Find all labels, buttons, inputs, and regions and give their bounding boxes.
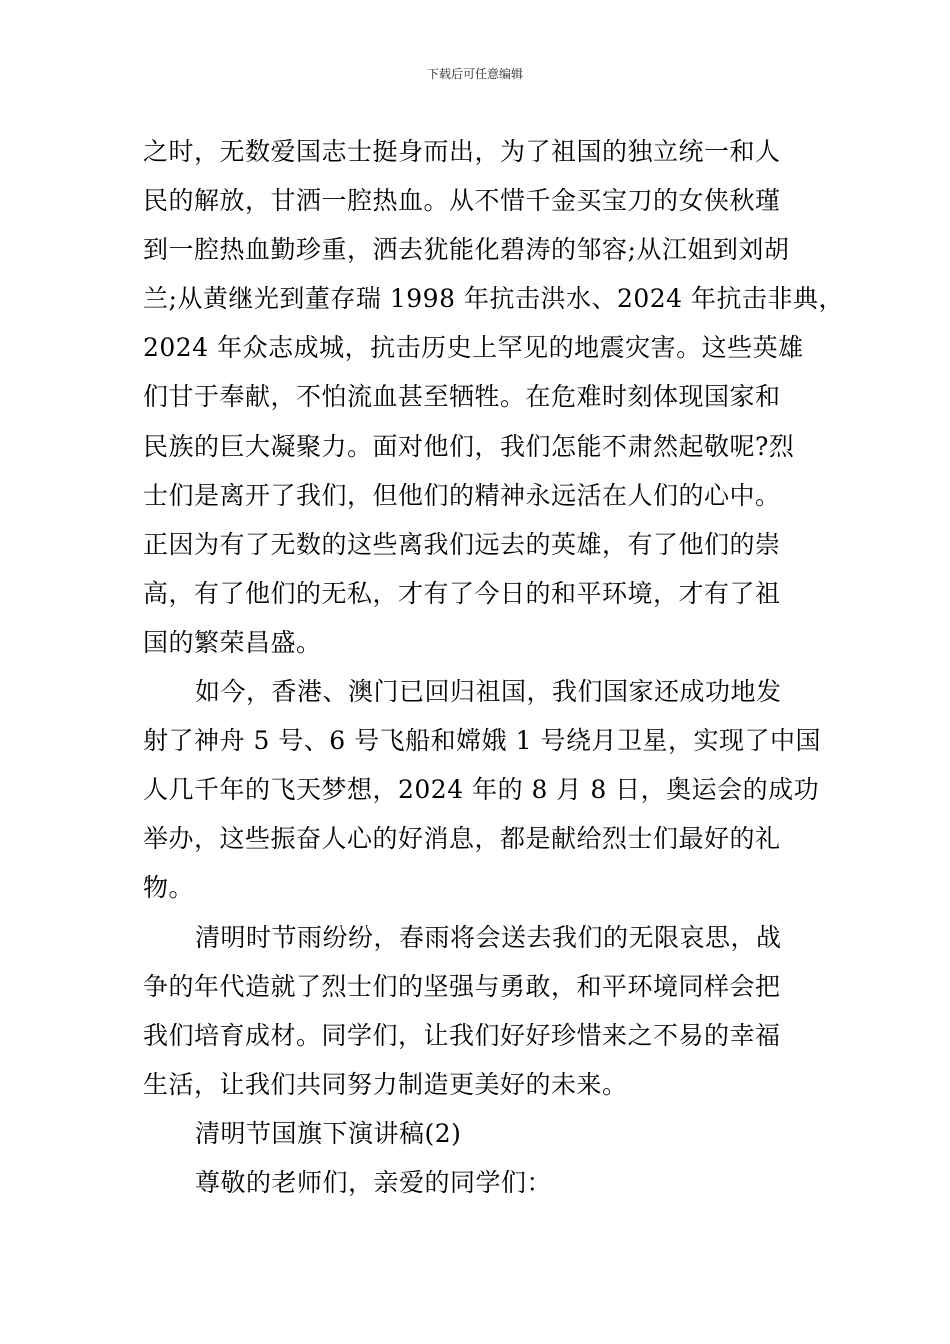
text-line: 射了神舟 5 号、6 号飞船和嫦娥 1 号绕月卫星，实现了中国	[143, 726, 821, 756]
text-line: 如今，香港、澳门已回归祖国，我们国家还成功地发	[195, 677, 782, 707]
text-line: 我们培育成材。同学们，让我们好好珍惜来之不易的幸福	[143, 1020, 781, 1050]
text-line: 民族的巨大凝聚力。面对他们，我们怎能不肃然起敬呢?烈	[143, 431, 795, 461]
text-line: 物。	[143, 873, 195, 903]
text-line: 正因为有了无数的这些离我们远去的英雄，有了他们的崇	[143, 529, 781, 559]
page-header: 下载后可任意编辑	[426, 67, 523, 81]
text-line: 生活，让我们共同努力制造更美好的未来。	[143, 1069, 628, 1099]
text-line: 2024 年众志成城，抗击历史上罕见的地震灾害。这些英雄	[143, 333, 804, 363]
text-line: 们甘于奉献，不怕流血甚至牺牲。在危难时刻体现国家和	[143, 382, 781, 412]
text-line: 之时，无数爱国志士挺身而出，为了祖国的独立统一和人	[143, 137, 781, 166]
text-line: 举办，这些振奋人心的好消息，都是献给烈士们最好的礼	[143, 824, 781, 854]
text-line: 人几千年的飞天梦想，2024 年的 8 月 8 日，奥运会的成功	[143, 775, 820, 805]
text-line: 士们是离开了我们，但他们的精神永远活在人们的心中。	[143, 480, 781, 510]
document-body	[143, 127, 843, 1207]
text-line: 国的繁荣昌盛。	[143, 627, 322, 657]
text-line: 民的解放，甘洒一腔热血。从不惜千金买宝刀的女侠秋瑾	[143, 186, 781, 216]
text-line: 争的年代造就了烈士们的坚强与勇敢，和平环境同样会把	[143, 971, 781, 1001]
section-heading: 清明节国旗下演讲稿(2)	[195, 1118, 462, 1148]
text-line: 到一腔热血勤珍重，洒去犹能化碧涛的邹容;从江姐到刘胡	[143, 235, 790, 265]
text-line: 高，有了他们的无私，才有了今日的和平环境，才有了祖	[143, 578, 781, 608]
text-line: 兰;从黄继光到董存瑞 1998 年抗击洪水、2024 年抗击非典，	[143, 284, 845, 314]
salutation: 尊敬的老师们，亲爱的同学们：	[195, 1167, 553, 1197]
text-line: 清明时节雨纷纷，春雨将会送去我们的无限哀思，战	[195, 922, 782, 952]
